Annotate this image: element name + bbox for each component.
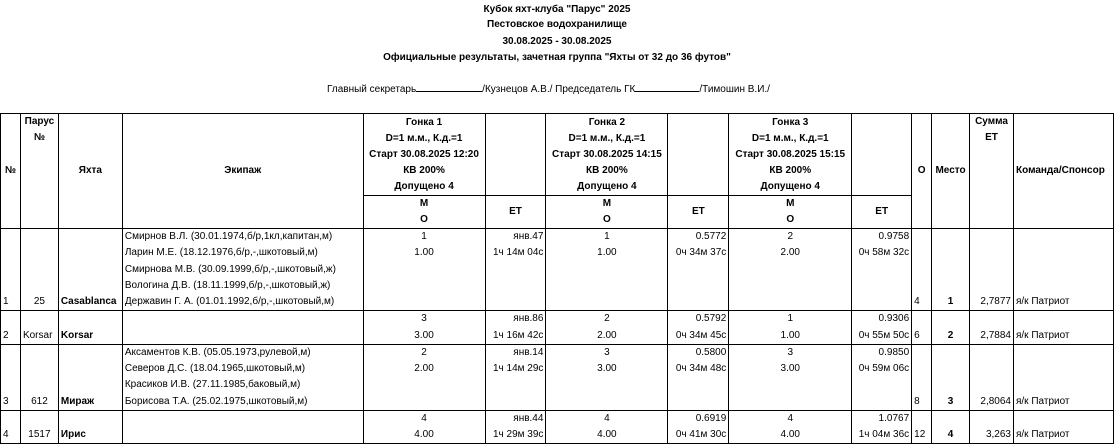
row-r1-mo: 1 1.00 (363, 229, 485, 311)
row-place: 2 (932, 311, 970, 345)
row-team: я/к Патриот (1013, 344, 1113, 410)
row-yacht: Casablanca (58, 229, 122, 311)
row-r1-et: янв.47 1ч 14м 04с (485, 229, 546, 311)
event-dates: 30.08.2025 - 30.08.2025 (502, 36, 612, 47)
row-place: 3 (932, 344, 970, 410)
row-place: 4 (932, 410, 970, 444)
row-no: 1 (1, 229, 21, 311)
row-sail: 25 (20, 229, 58, 311)
row-sail: 612 (20, 344, 58, 410)
secretary-name: /Кузнецов А.В./ Председатель ГК (482, 84, 636, 95)
row-yacht: Korsar (58, 311, 122, 345)
table-row (1, 410, 1114, 444)
row-r1-mo: 4 4.00 (363, 410, 485, 444)
row-r3-mo: 4 4.00 (729, 410, 852, 444)
row-no: 3 (1, 344, 21, 410)
row-crew: Аксаментов К.В. (05.05.1973,рулевой,м) Северов Д.С. (18.04.1965,шкотовый,м) Красиков И.В. (27.11.1985,баковый,м) Борисова Т.А. (25.02.1975,шкотовый,м) (122, 344, 363, 410)
row-no: 2 (1, 311, 21, 345)
header-race-3: Гонка 3 D=1 м.м., К.д.=1 Старт 30.08.2025 15:15 КВ 200% Допущено 4 (729, 114, 852, 196)
header-o: О (912, 114, 932, 229)
row-r3-mo: 3 3.00 (729, 344, 852, 410)
row-team: я/к Патриот (1013, 229, 1113, 311)
header-race-3-et: ЕТ (852, 196, 912, 229)
results-table (0, 113, 1114, 444)
row-place: 1 (932, 229, 970, 311)
row-yacht: Мираж (58, 344, 122, 410)
row-yacht: Ирис (58, 410, 122, 444)
row-team: я/к Патриот (1013, 311, 1113, 345)
header-race-2-et: ЕТ (668, 196, 729, 229)
row-r2-et: 0.5772 0ч 34м 37с (668, 229, 729, 311)
row-crew: Смирнов В.Л. (30.01.1974,б/р,1кл,капитан,м) Ларин М.Е. (18.12.1976,б/р,-,шкотовый,м) Смирнова М.В. (30.09.1999,б/р,-,шкотовый,ж) Вологина Д.В. (18.11.1999,б/р,-,шкотовый,ж) Державин Г. А. (01.01.1992,б/р,-,шкотовый,м) (122, 229, 363, 311)
header-sum-et: Сумма ЕТ (970, 114, 1014, 229)
row-crew (122, 311, 363, 345)
secretary-label: Главный секретарь (327, 84, 417, 95)
row-r2-et: 0.6919 0ч 41м 30с (668, 410, 729, 444)
event-title: Кубок яхт-клуба "Парус" 2025 (483, 4, 631, 15)
row-o: 4 (912, 229, 932, 311)
row-r1-et: янв.44 1ч 29м 39с (485, 410, 546, 444)
row-sum-et: 2,7877 (970, 229, 1014, 311)
row-r2-mo: 2 2.00 (546, 311, 668, 345)
header-race-3-mo: М О (729, 196, 852, 229)
row-r2-mo: 1 1.00 (546, 229, 668, 311)
row-no: 4 (1, 410, 21, 444)
row-crew (122, 410, 363, 444)
row-o: 8 (912, 344, 932, 410)
row-r2-et: 0.5800 0ч 34м 48с (668, 344, 729, 410)
header-race-2-mo: М О (546, 196, 668, 229)
row-r3-et: 0.9306 0ч 55м 50с (852, 311, 912, 345)
row-o: 12 (912, 410, 932, 444)
row-sum-et: 2,7884 (970, 311, 1014, 345)
row-r2-et: 0.5792 0ч 34м 45с (668, 311, 729, 345)
header-race-3-spacer (852, 114, 912, 196)
row-r1-et: янв.14 1ч 14м 29с (485, 344, 546, 410)
row-team: я/к Патриот (1013, 410, 1113, 444)
row-r3-et: 0.9850 0ч 59м 06с (852, 344, 912, 410)
row-sum-et: 2,8064 (970, 344, 1014, 410)
row-sail: 1517 (20, 410, 58, 444)
header-crew: Экипаж (122, 114, 363, 229)
row-r2-mo: 3 3.00 (546, 344, 668, 410)
signature-line (327, 82, 770, 95)
header-yacht: Яхта (58, 114, 122, 229)
table-row (1, 311, 1114, 345)
table-row (1, 229, 1114, 311)
header-place: Место (932, 114, 970, 229)
row-r3-mo: 2 2.00 (729, 229, 852, 311)
header-race-2-spacer (668, 114, 729, 196)
row-r1-mo: 2 2.00 (363, 344, 485, 410)
row-r1-mo: 3 3.00 (363, 311, 485, 345)
table-row (1, 344, 1114, 410)
row-r1-et: янв.86 1ч 16м 42с (485, 311, 546, 345)
chairman-name: /Тимошин В.И./ (699, 84, 770, 95)
header-race-1-et: ЕТ (485, 196, 546, 229)
venue: Пестовское водохранилище (487, 19, 627, 30)
row-o: 6 (912, 311, 932, 345)
header-no: № (1, 114, 21, 229)
row-r3-mo: 1 1.00 (729, 311, 852, 345)
header-sail: Парус № (20, 114, 58, 229)
row-r3-et: 1.0767 1ч 04м 36с (852, 410, 912, 444)
secretary-signature-blank (416, 82, 482, 92)
header-race-2: Гонка 2 D=1 м.м., К.д.=1 Старт 30.08.2025 14:15 КВ 200% Допущено 4 (546, 114, 668, 196)
header-race-1: Гонка 1 D=1 м.м., К.д.=1 Старт 30.08.2025 12:20 КВ 200% Допущено 4 (363, 114, 485, 196)
row-r2-mo: 4 4.00 (546, 410, 668, 444)
chairman-signature-blank (635, 82, 699, 92)
row-r3-et: 0.9758 0ч 58м 32с (852, 229, 912, 311)
row-sail: Korsar (20, 311, 58, 345)
header-race-1-mo: М О (363, 196, 485, 229)
results-group-title: Официальные результаты, зачетная группа "Яхты от 32 до 36 футов" (383, 52, 731, 63)
row-sum-et: 3,263 (970, 410, 1014, 444)
header-race-1-spacer (485, 114, 546, 196)
header-team: Команда/Спонсор (1013, 114, 1113, 229)
